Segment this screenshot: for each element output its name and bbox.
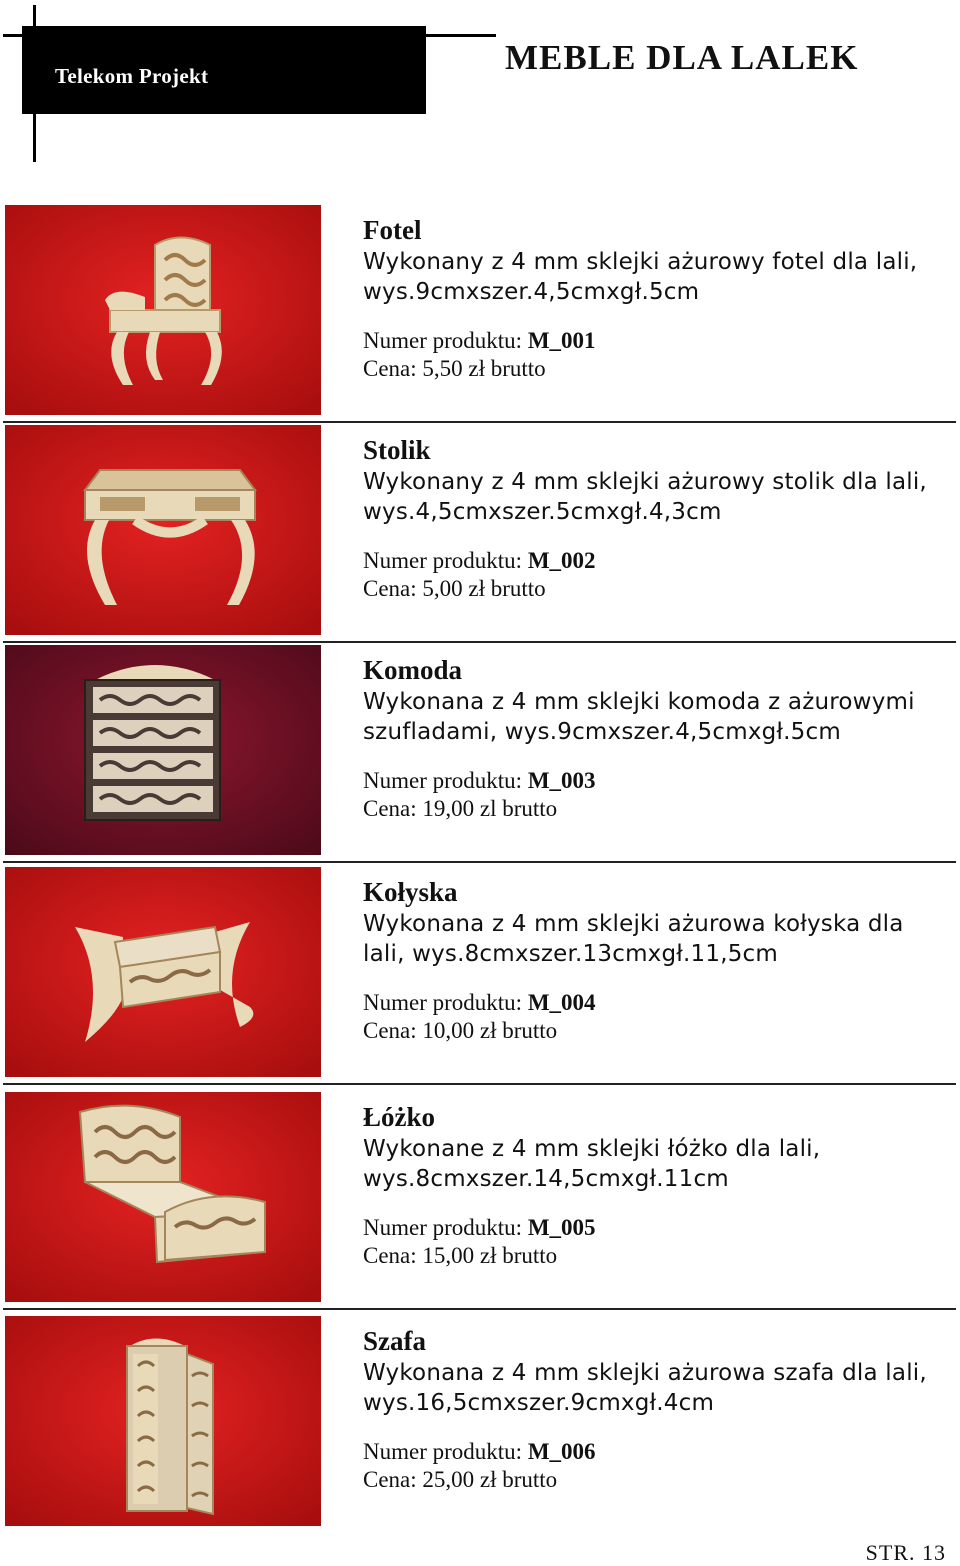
- product-code-value: M_002: [527, 548, 596, 573]
- product-code: [363, 767, 953, 795]
- product-description: [363, 467, 953, 527]
- description-line: Wykonana z 4 mm sklejki ażurowa kołyska dla: [363, 911, 904, 937]
- product-code-label: Numer produktu:: [363, 328, 528, 353]
- product-description: [363, 1134, 953, 1194]
- product-separator: [3, 421, 956, 423]
- bed-image: [5, 1092, 321, 1302]
- company-name: Telekom Projekt: [55, 64, 209, 88]
- product-info: [363, 425, 953, 603]
- product-code-value: M_005: [527, 1215, 596, 1240]
- page-number: STR. 13: [865, 1540, 946, 1565]
- product-meta: [363, 547, 953, 603]
- dresser-image: [5, 645, 321, 855]
- product-price: Cena: 5,00 zł brutto: [363, 576, 546, 601]
- company-banner: [22, 26, 426, 114]
- product-name: Łóżko: [363, 1102, 436, 1132]
- product-description: [363, 1358, 953, 1418]
- description-line: wys.16,5cmxszer.9cmxgł.4cm: [363, 1390, 715, 1416]
- product-code-value: M_003: [527, 768, 596, 793]
- product-entry: [3, 645, 956, 859]
- table-image: [5, 425, 321, 635]
- product-code-label: Numer produktu:: [363, 548, 528, 573]
- product-code-label: Numer produktu:: [363, 1215, 528, 1240]
- description-line: wys.4,5cmxszer.5cmxgł.4,3cm: [363, 499, 722, 525]
- product-code: [363, 327, 953, 355]
- wardrobe-image: [5, 1316, 321, 1526]
- product-code-label: Numer produktu:: [363, 768, 528, 793]
- product-description: [363, 687, 953, 747]
- product-entry: [3, 1092, 956, 1306]
- product-price: Cena: 25,00 zł brutto: [363, 1467, 558, 1492]
- product-info: [363, 867, 953, 1045]
- product-code: [363, 989, 953, 1017]
- product-name: Szafa: [363, 1326, 426, 1356]
- product-separator: [3, 861, 956, 863]
- product-entry: [3, 425, 956, 639]
- description-line: szufladami, wys.9cmxszer.4,5cmxgł.5cm: [363, 719, 841, 745]
- product-info: [363, 1316, 953, 1494]
- product-meta: [363, 327, 953, 383]
- description-line: Wykonana z 4 mm sklejki ażurowa szafa dla lali,: [363, 1360, 927, 1386]
- product-info: [363, 1092, 953, 1270]
- product-meta: [363, 1214, 953, 1270]
- page-title: MEBLE DLA LALEK: [505, 38, 859, 77]
- product-price: Cena: 5,50 zł brutto: [363, 356, 546, 381]
- description-line: wys.8cmxszer.14,5cmxgł.11cm: [363, 1166, 729, 1192]
- product-separator: [3, 1083, 956, 1085]
- product-description: [363, 909, 953, 969]
- product-entry: [3, 867, 956, 1081]
- product-entry: [3, 1316, 956, 1530]
- product-meta: [363, 1438, 953, 1494]
- armchair-image: [5, 205, 321, 415]
- product-code-label: Numer produktu:: [363, 990, 528, 1015]
- product-meta: [363, 989, 953, 1045]
- product-price: Cena: 10,00 zł brutto: [363, 1018, 558, 1043]
- product-name: Fotel: [363, 215, 422, 245]
- product-meta: [363, 767, 953, 823]
- product-info: [363, 645, 953, 823]
- description-line: Wykonane z 4 mm sklejki łóżko dla lali,: [363, 1136, 821, 1162]
- product-info: [363, 205, 953, 383]
- product-name: Stolik: [363, 435, 431, 465]
- product-description: [363, 247, 953, 307]
- product-price: Cena: 15,00 zł brutto: [363, 1243, 558, 1268]
- description-line: Wykonany z 4 mm sklejki ażurowy fotel dla lali,: [363, 249, 918, 275]
- cradle-image: [5, 867, 321, 1077]
- product-separator: [3, 641, 956, 643]
- product-code: [363, 1438, 953, 1466]
- description-line: Wykonana z 4 mm sklejki komoda z ażurowymi: [363, 689, 915, 715]
- product-price: Cena: 19,00 zl brutto: [363, 796, 558, 821]
- product-separator: [3, 1308, 956, 1310]
- product-code: [363, 547, 953, 575]
- product-name: Kołyska: [363, 877, 458, 907]
- product-code-value: M_006: [527, 1439, 596, 1464]
- product-entry: [3, 205, 956, 419]
- product-code-label: Numer produktu:: [363, 1439, 528, 1464]
- product-code-value: M_001: [527, 328, 596, 353]
- description-line: Wykonany z 4 mm sklejki ażurowy stolik dla lali,: [363, 469, 927, 495]
- product-code: [363, 1214, 953, 1242]
- product-code-value: M_004: [527, 990, 596, 1015]
- description-line: lali, wys.8cmxszer.13cmxgł.11,5cm: [363, 941, 778, 967]
- description-line: wys.9cmxszer.4,5cmxgł.5cm: [363, 279, 700, 305]
- product-name: Komoda: [363, 655, 463, 685]
